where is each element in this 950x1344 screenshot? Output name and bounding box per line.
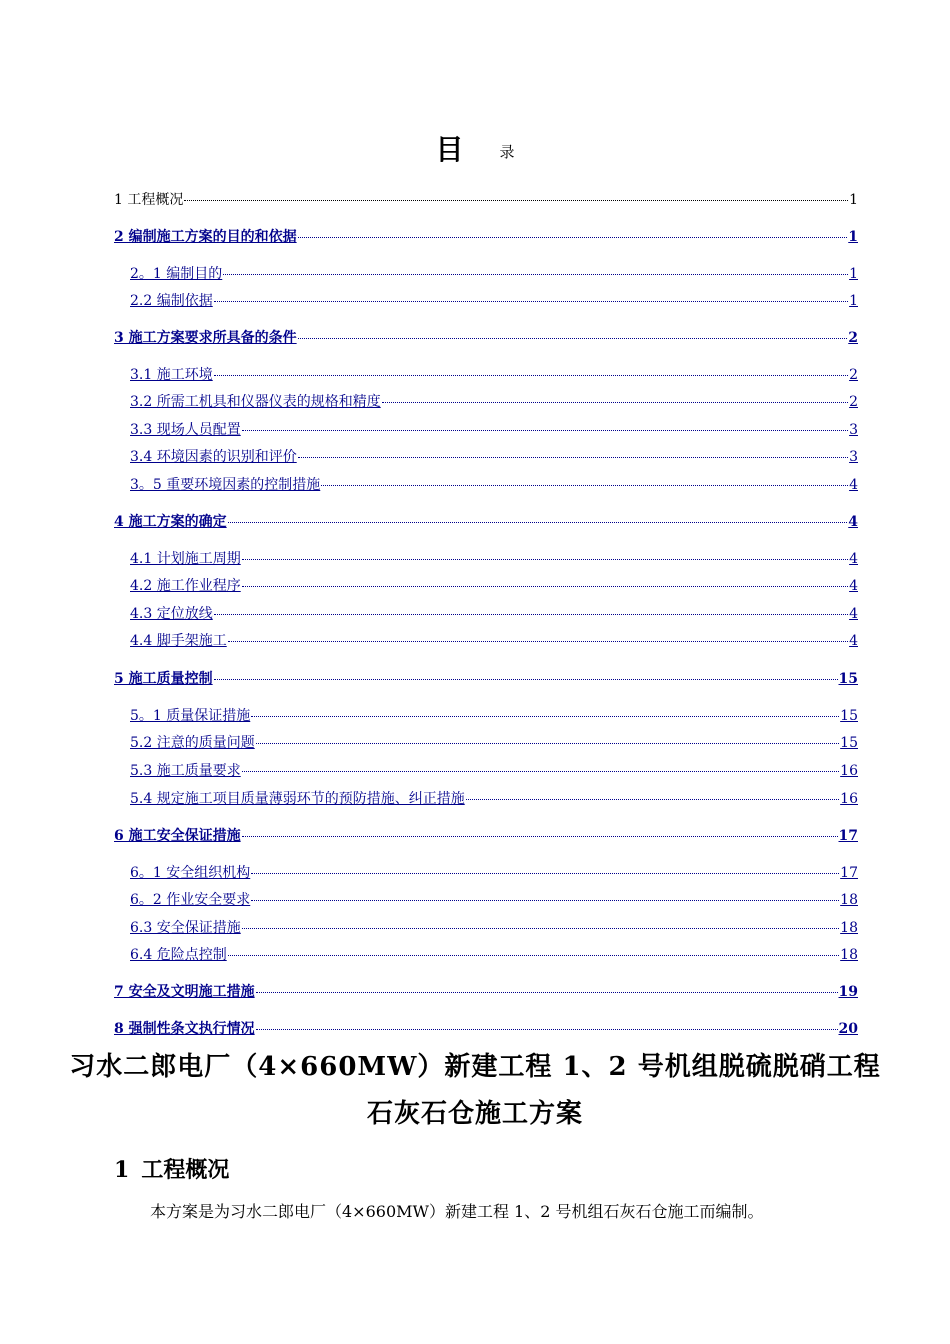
toc-entry-page: 1 [848, 229, 858, 245]
toc-entry-page: 16 [840, 763, 858, 779]
toc-leader-dots [214, 663, 838, 680]
toc-entry-text: 2。1 编制目的 [130, 266, 223, 282]
toc-entry[interactable] [130, 915, 858, 938]
section-title: 工程概况 [141, 1157, 230, 1183]
toc-entry-page: 1 [849, 293, 858, 309]
toc-entry-text: 1 工程概况 [114, 192, 184, 208]
toc-entry-text: 6。1 安全组织机构 [130, 865, 251, 881]
toc-entry[interactable] [130, 860, 858, 883]
toc-entry-text: 4.2 施工作业程序 [130, 578, 241, 594]
section-number: 1 [114, 1157, 130, 1183]
toc-entry[interactable] [114, 187, 858, 210]
toc-entry-text: 5。1 质量保证措施 [130, 708, 251, 724]
toc-entry[interactable] [114, 224, 858, 247]
toc-leader-dots [228, 939, 839, 956]
toc-entry-page: 18 [840, 947, 858, 963]
toc-leader-dots [242, 543, 848, 560]
toc-entry-text: 3.1 施工环境 [130, 367, 213, 383]
toc-entry[interactable] [114, 1016, 858, 1039]
toc-entry-page: 1 [849, 266, 858, 282]
document-title-line-1: 习水二郎电厂（4×660MW）新建工程 1、2 号机组脱硫脱硝工程 [69, 1052, 881, 1082]
toc-entry[interactable] [130, 758, 858, 781]
toc-entry-text: 3 施工方案要求所具备的条件 [114, 330, 297, 346]
toc-entry[interactable] [114, 979, 858, 1002]
toc-leader-dots [251, 700, 839, 717]
toc-entry-text: 5.3 施工质量要求 [130, 763, 241, 779]
toc-entry[interactable] [130, 417, 858, 440]
toc-entry-page: 15 [840, 708, 858, 724]
toc-entry[interactable] [114, 823, 858, 846]
toc-entry[interactable] [130, 261, 858, 284]
toc-entry-page: 20 [838, 1021, 858, 1037]
toc-leader-dots [298, 221, 848, 238]
toc-entry-text: 3。5 重要环境因素的控制措施 [130, 477, 321, 493]
toc-entry[interactable] [130, 288, 858, 311]
toc-leader-dots [382, 386, 848, 403]
toc-entry[interactable] [130, 472, 858, 495]
section-heading [114, 1153, 229, 1184]
toc-entry[interactable] [114, 666, 858, 689]
toc-leader-dots [223, 258, 848, 275]
toc-entry-text: 4.1 计划施工周期 [130, 551, 241, 567]
toc-entry-text: 5.4 规定施工项目质量薄弱环节的预防措施、纠正措施 [130, 791, 465, 807]
toc-leader-dots [298, 322, 848, 339]
toc-entry[interactable] [130, 573, 858, 596]
toc-entry[interactable] [130, 628, 858, 651]
toc-entry-page: 2 [849, 394, 858, 410]
toc-entry-text: 2.2 编制依据 [130, 293, 213, 309]
toc-entry[interactable] [130, 601, 858, 624]
toc-leader-dots [256, 1013, 838, 1030]
toc-leader-dots [184, 184, 848, 201]
toc-entry[interactable] [130, 786, 858, 809]
toc-entry-text: 3.3 现场人员配置 [130, 422, 241, 438]
toc-entry-text: 7 安全及文明施工措施 [114, 984, 255, 1000]
toc-entry-page: 4 [849, 551, 858, 567]
toc-entry[interactable] [130, 389, 858, 412]
toc-entry[interactable] [130, 942, 858, 965]
toc-heading [0, 128, 950, 168]
toc-leader-dots [214, 598, 848, 615]
toc-leader-dots [228, 506, 848, 523]
toc-entry-page: 3 [849, 449, 858, 465]
toc-leader-dots [298, 441, 848, 458]
toc-leader-dots [214, 285, 848, 302]
toc-entry-text: 3.4 环境因素的识别和评价 [130, 449, 297, 465]
toc-entry-text: 6 施工安全保证措施 [114, 828, 241, 844]
toc-entry-page: 17 [838, 828, 858, 844]
toc-entry-text: 4.4 脚手架施工 [130, 633, 227, 649]
toc-entry[interactable] [114, 509, 858, 532]
toc-entry-page: 4 [848, 514, 858, 530]
toc-entry[interactable] [130, 730, 858, 753]
toc-entry-text: 6.3 安全保证措施 [130, 920, 241, 936]
toc-entry-page: 4 [849, 606, 858, 622]
toc-entry-page: 15 [838, 671, 858, 687]
toc-leader-dots [251, 857, 839, 874]
toc-entry-text: 3.2 所需工机具和仪器仪表的规格和精度 [130, 394, 381, 410]
toc-entry-page: 18 [840, 892, 858, 908]
toc-leader-dots [321, 469, 848, 486]
toc-leader-dots [214, 359, 848, 376]
document-title-line-2: 石灰石仓施工方案 [366, 1099, 583, 1129]
toc-entry[interactable] [114, 325, 858, 348]
toc-entry-page: 1 [849, 192, 858, 208]
toc-entry-text: 4 施工方案的确定 [114, 514, 227, 530]
toc-entry-text: 5.2 注意的质量问题 [130, 735, 255, 751]
toc-leader-dots [242, 820, 838, 837]
toc-entry-text: 8 强制性条文执行情况 [114, 1021, 255, 1037]
toc-leader-dots [256, 976, 838, 993]
toc-leader-dots [466, 783, 839, 800]
toc-entry[interactable] [130, 887, 858, 910]
toc-entry-page: 16 [840, 791, 858, 807]
toc-entry-page: 4 [849, 578, 858, 594]
toc-entry[interactable] [130, 546, 858, 569]
toc-entry[interactable] [130, 703, 858, 726]
toc-entry-page: 4 [849, 633, 858, 649]
toc-entry-page: 18 [840, 920, 858, 936]
toc-entry-page: 15 [840, 735, 858, 751]
toc-entry-page: 2 [848, 330, 858, 346]
toc-entry-text: 2 编制施工方案的目的和依据 [114, 229, 297, 245]
toc-leader-dots [251, 884, 839, 901]
toc-leader-dots [242, 570, 848, 587]
toc-heading-small: 录 [499, 143, 515, 161]
toc-entry-page: 17 [840, 865, 858, 881]
toc-entry-page: 3 [849, 422, 858, 438]
toc-entry-text: 4.3 定位放线 [130, 606, 213, 622]
toc-leader-dots [228, 625, 848, 642]
toc-entry-page: 4 [849, 477, 858, 493]
toc-leader-dots [242, 912, 839, 929]
toc-leader-dots [242, 414, 848, 431]
toc-leader-dots [256, 727, 839, 744]
toc-entry-page: 19 [838, 984, 858, 1000]
toc-entry-text: 6.4 危险点控制 [130, 947, 227, 963]
toc-entry-text: 5 施工质量控制 [114, 671, 213, 687]
body-paragraph: 本方案是为习水二郎电厂（4×660MW）新建工程 1、2 号机组石灰石仓施工而编制。 [150, 1202, 764, 1221]
toc-leader-dots [242, 755, 839, 772]
toc-entry[interactable] [130, 444, 858, 467]
toc-heading-big: 目 [435, 133, 464, 166]
toc-entry[interactable] [130, 362, 858, 385]
toc-entry-text: 6。2 作业安全要求 [130, 892, 251, 908]
toc-entry-page: 2 [849, 367, 858, 383]
